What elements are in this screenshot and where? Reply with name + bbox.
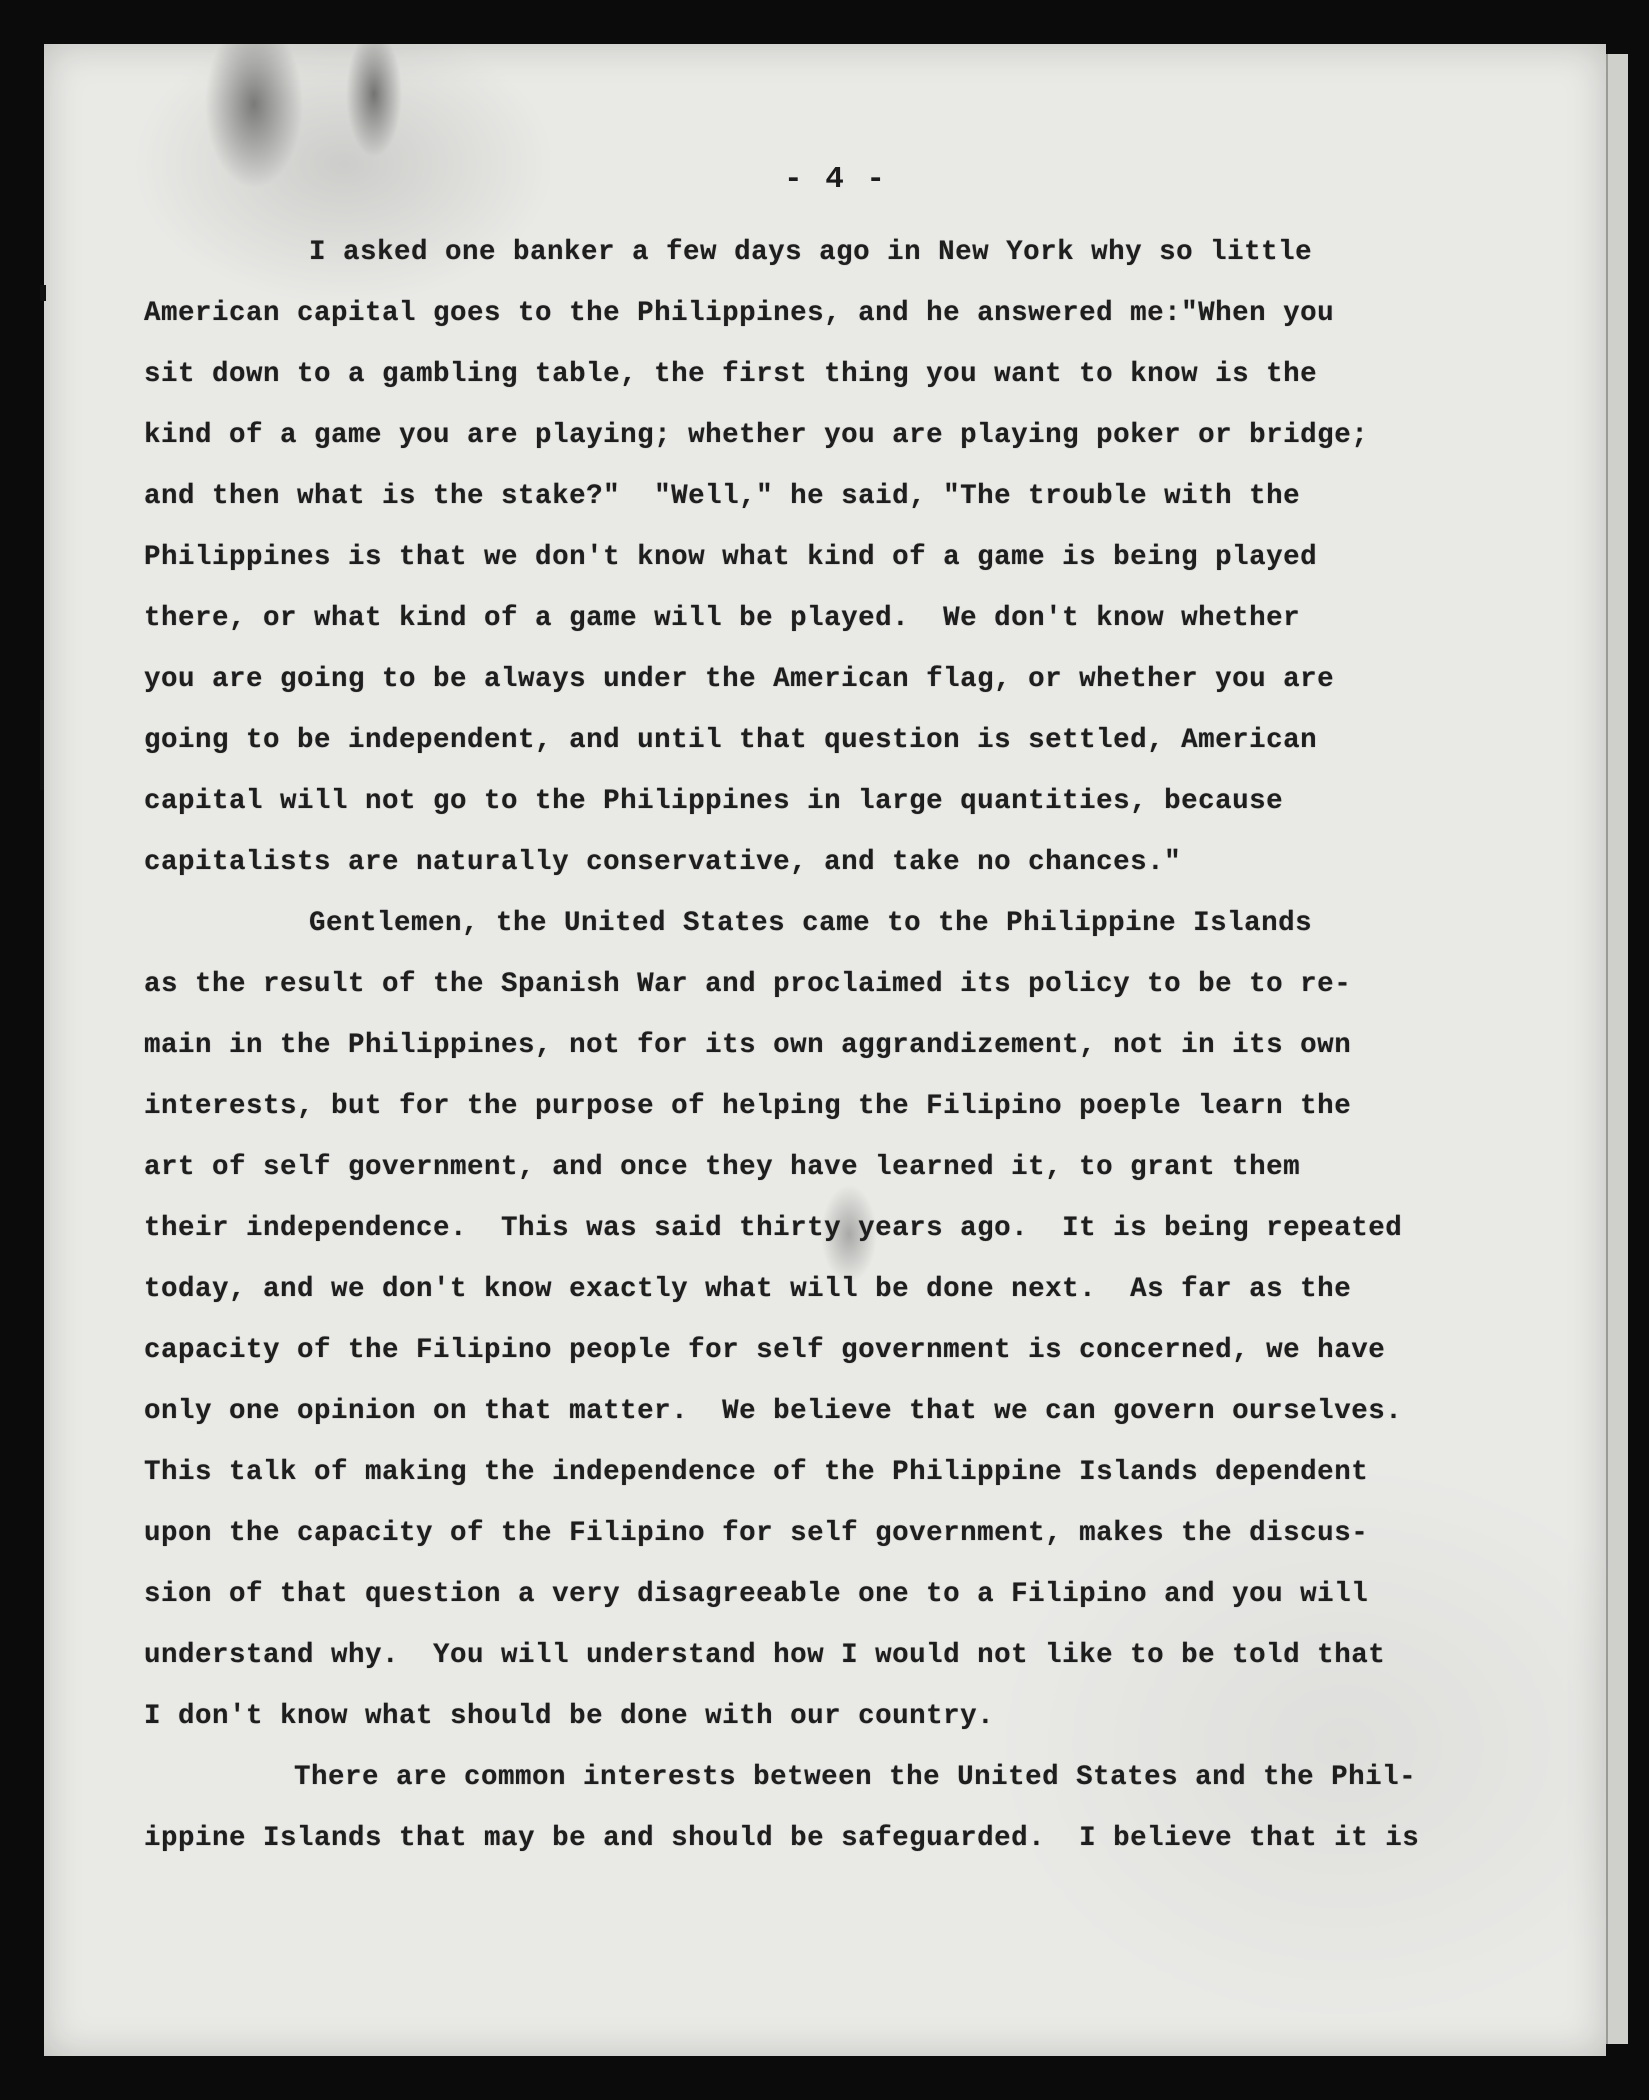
paragraph-3-line-1: There are common interests between the United States and the Phil- bbox=[294, 1762, 1417, 1793]
paragraph-2-line-8: capacity of the Filipino people for self government is concerned, we have bbox=[144, 1335, 1386, 1366]
paragraph-1-line-2: American capital goes to the Philippines, and he answered me:"When you bbox=[144, 298, 1335, 329]
paragraph-1-line-4: kind of a game you are playing; whether you are playing poker or bridge; bbox=[144, 420, 1369, 451]
paragraph-2-line-9: only one opinion on that matter. We believe that we can govern ourselves. bbox=[144, 1396, 1403, 1427]
paragraph-1-line-5: and then what is the stake?" "Well," he said, "The trouble with the bbox=[144, 481, 1301, 512]
left-margin-mark bbox=[40, 700, 44, 790]
paragraph-2-line-1: Gentlemen, the United States came to the Philippine Islands bbox=[309, 908, 1313, 939]
paragraph-2-line-2: as the result of the Spanish War and proclaimed its policy to be to re- bbox=[144, 969, 1352, 1000]
paragraph-2-line-13: understand why. You will understand how I would not like to be told that bbox=[144, 1640, 1386, 1671]
paragraph-2-line-4: interests, but for the purpose of helping the Filipino poeple learn the bbox=[144, 1091, 1352, 1122]
paragraph-2-line-3: main in the Philippines, not for its own aggrandizement, not in its own bbox=[144, 1030, 1352, 1061]
document-page bbox=[44, 44, 1606, 2056]
typed-body bbox=[144, 222, 1584, 1869]
paragraph-3-line-2: ippine Islands that may be and should be safeguarded. I believe that it is bbox=[144, 1823, 1420, 1854]
paragraph-1-line-6: Philippines is that we don't know what kind of a game is being played bbox=[144, 542, 1318, 573]
paragraph-1-line-10: capital will not go to the Philippines in large quantities, because bbox=[144, 786, 1284, 817]
paragraph-2-line-11: upon the capacity of the Filipino for self government, makes the discus- bbox=[144, 1518, 1369, 1549]
paragraph-1-line-1: I asked one banker a few days ago in New York why so little bbox=[309, 237, 1313, 268]
paragraph-2-line-12: sion of that question a very disagreeable one to a Filipino and you will bbox=[144, 1579, 1369, 1610]
page-edge bbox=[1606, 54, 1628, 2044]
paragraph-2-line-7: today, and we don't know exactly what will be done next. As far as the bbox=[144, 1274, 1352, 1305]
page-number: - 4 - bbox=[784, 162, 888, 197]
paragraph-1-line-8: you are going to be always under the American flag, or whether you are bbox=[144, 664, 1335, 695]
paragraph-2-line-5: art of self government, and once they have learned it, to grant them bbox=[144, 1152, 1301, 1183]
paragraph-1-line-9: going to be independent, and until that question is settled, American bbox=[144, 725, 1318, 756]
paragraph-1-line-11: capitalists are naturally conservative, and take no chances." bbox=[144, 847, 1182, 878]
paragraph-2-line-6: their independence. This was said thirty years ago. It is being repeated bbox=[144, 1213, 1403, 1244]
paragraph-2-line-14: I don't know what should be done with our country. bbox=[144, 1701, 995, 1732]
left-margin-tick bbox=[40, 285, 46, 301]
paragraph-2-line-10: This talk of making the independence of the Philippine Islands dependent bbox=[144, 1457, 1369, 1488]
paragraph-1-line-3: sit down to a gambling table, the first thing you want to know is the bbox=[144, 359, 1318, 390]
paragraph-1-line-7: there, or what kind of a game will be played. We don't know whether bbox=[144, 603, 1301, 634]
